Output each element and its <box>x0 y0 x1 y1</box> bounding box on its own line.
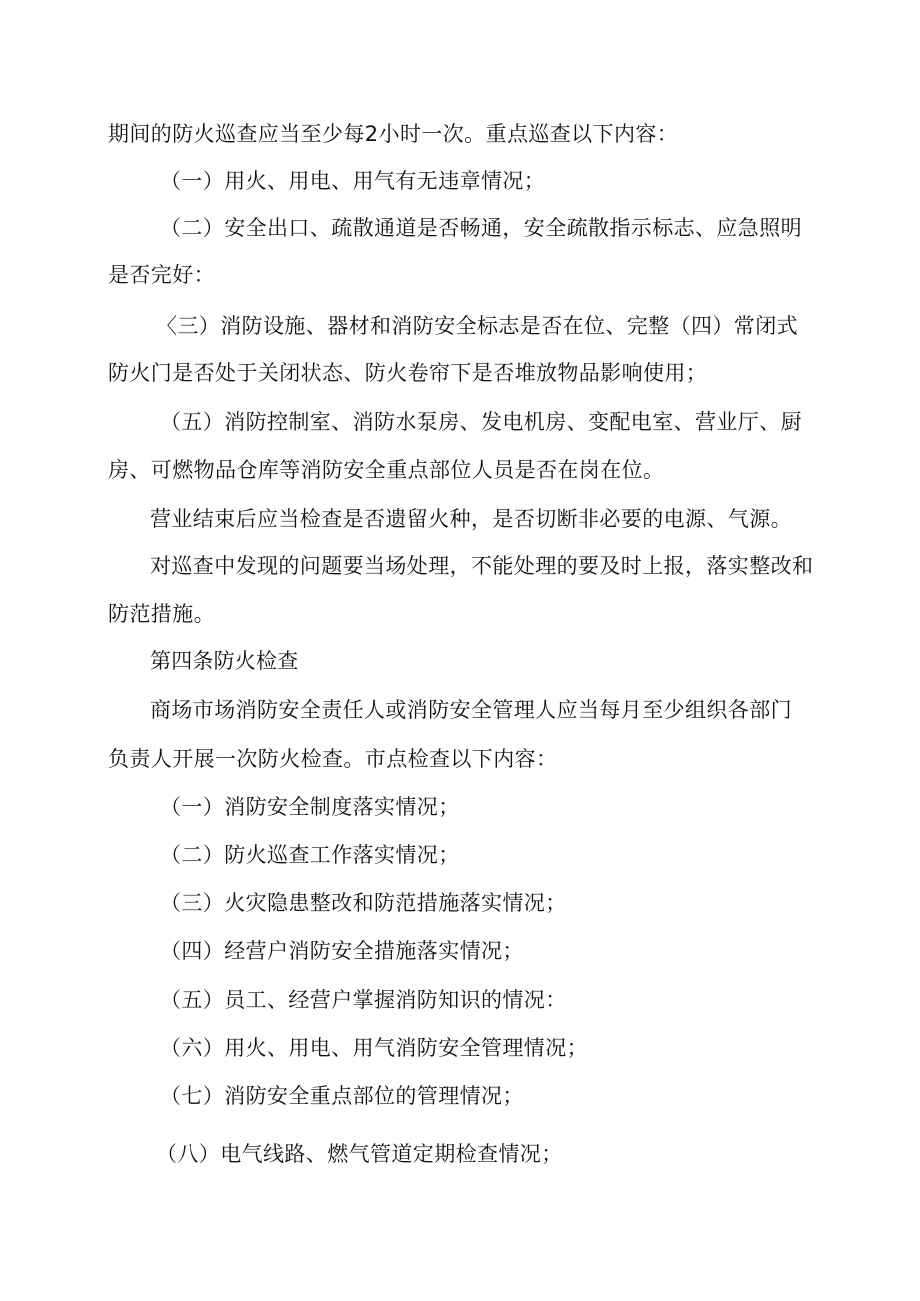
list-item: （五）消防控制室、消防水泵房、发电机房、变配电室、营业厅、厨 <box>160 410 802 434</box>
list-item: 〈三）消防设施、器材和消防安全标志是否在位、完整（四）常闭式 <box>156 314 798 338</box>
paragraph-line: 商场市场消防安全责任人或消防安全管理人应当每月至少组织各部门 <box>150 698 792 722</box>
paragraph-line: 期间的防火巡查应当至少每2小时一次。重点巡查以下内容： <box>108 122 679 146</box>
list-item: （六）用火、用电、用气消防安全管理情况； <box>160 1036 588 1060</box>
list-item: （七）消防安全重点部位的管理情况； <box>160 1084 524 1108</box>
paragraph-line: 负责人开展一次防火检查。市点检查以下内容： <box>108 747 558 771</box>
paragraph-line: 对巡查中发现的问题要当场处理，不能处理的要及时上报，落实整改和 <box>150 554 814 578</box>
list-item: （五）员工、经营户掌握消防知识的情况： <box>160 988 567 1012</box>
list-item: （二）防火巡查工作落实情况； <box>160 843 460 867</box>
list-item: （二）安全出口、疏散通道是否畅通，安全疏散指示标志、应急照明 <box>160 216 802 240</box>
paragraph-line: 防火门是否处于关闭状态、防火卷帘下是否堆放物品影响使用； <box>108 361 708 385</box>
section-heading: 第四条防火检查 <box>150 650 299 673</box>
list-item: （八）电气线路、燃气管道定期检查情况； <box>156 1142 563 1166</box>
list-item: （四）经营户消防安全措施落实情况； <box>160 939 524 963</box>
list-item: （一）消防安全制度落实情况； <box>160 795 460 819</box>
paragraph-line: 房、可燃物品仓库等消防安全重点部位人员是否在岗在位。 <box>108 458 665 482</box>
paragraph-line: 营业结束后应当检查是否遗留火种，是否切断非必要的电源、气源。 <box>150 507 792 531</box>
list-item: （三）火灾隐患整改和防范措施落实情况； <box>160 891 567 915</box>
paragraph-line: 防范措施。 <box>108 602 215 626</box>
list-item: （一）用火、用电、用气有无违章情况； <box>160 169 546 193</box>
paragraph-line: 是否完好： <box>108 263 215 287</box>
